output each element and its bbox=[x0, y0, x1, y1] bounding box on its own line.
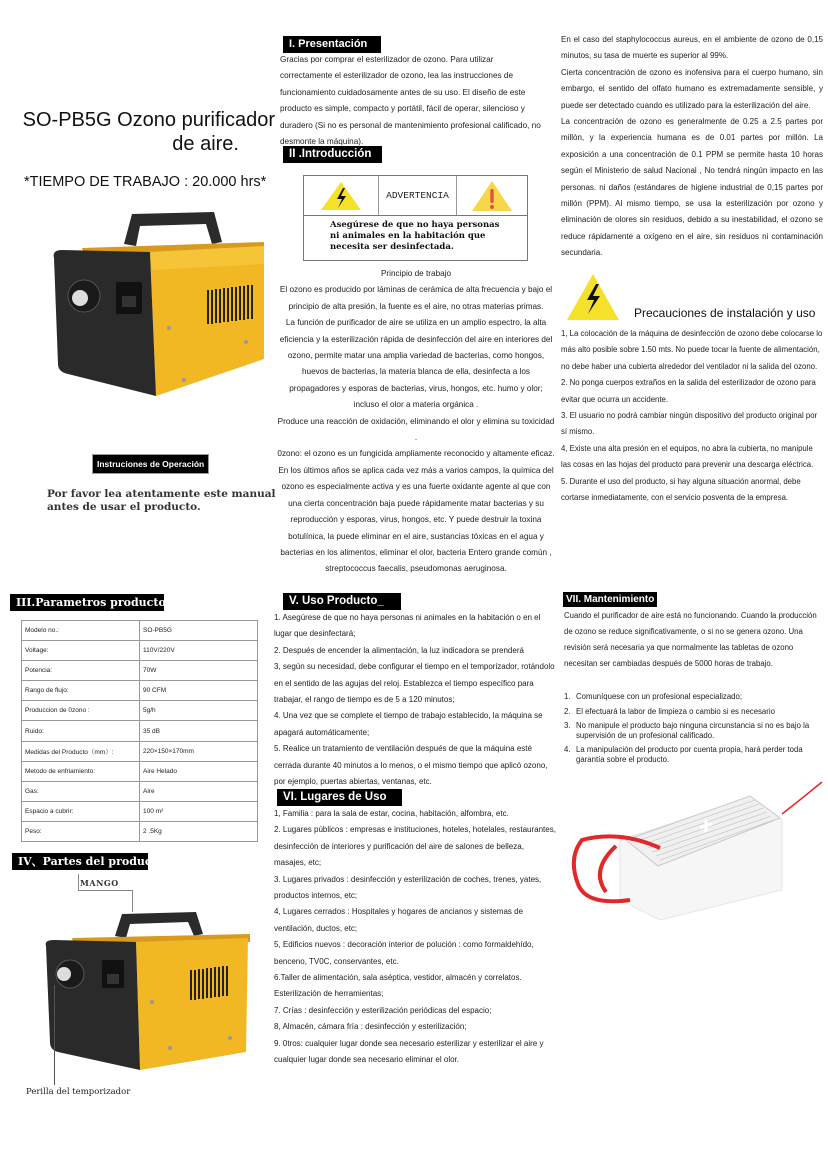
mantenimiento-list bbox=[564, 692, 826, 769]
presentacion-text: Gracias por comprar el esterilizador de ozono. Para utilizar correctamente el esterilizador de ozono, lea las instrucciones de funcionamiento cuidadosamente antes de su uso. El diseño de este producto es simple, compacto y portátil, fácil de operar, silencioso y duradero (Si no es personal de mantenimiento profesional calificado, no desmonte la máquina). bbox=[280, 55, 541, 147]
list-item: 5. Realice un tratamiento de ventilación después de que la máquina esté cerrada durante 40 minutos a lo menos, o el mismo tiempo que aplicó ozono, por ejemplo, puertas abiertas, ventanas, etc. bbox=[274, 744, 548, 787]
list-item: 5. Durante el uso del producto, si hay alguna situación anormal, debe cortarse inmediatamente, con el servicio posventa de la empresa. bbox=[561, 476, 801, 503]
intro-paragraph-3: Produce una reacción de oxidación, eliminando el olor y elimina su toxicidad . bbox=[277, 416, 555, 443]
uso-list bbox=[274, 610, 558, 790]
intro-paragraph-2: La función de purificador de aire se utiliza en un amplio espectro, la alta eficiencia y la esterilización rápida de desinfección del aire en interiores del ozono, permite matar una amplia variedad de bacterias, como hongos, huevos de bacterias, la materia blanca de ella, desinfecta a los propagadores y esporas de bacterias, virus, hongos, etc. humo y olor; incluso el olor a materia orgánica . bbox=[279, 318, 553, 410]
right-paragraph-3: La concentración de ozono es generalmente de 0.25 a 2.5 partes por millón, y la experiencia humana es de 0.01 partes por millón. La exposición a una concentración de 0.1 PPM se permite hasta 10 horas según el Ministerio de salud Nacional , No tendrá ningún impacto en las personas. ni daños (estándares de higiene industrial de 0,15 partes por millón (PPM). Al mismo tiempo, se usa la esterilización por ozono y eliminación de olores sin residuos, debido a su inestabilidad, el ozono se reduce rápidamente a oxígeno en el aire, sin residuos ni contaminación secundaria. bbox=[561, 117, 823, 258]
right-intro bbox=[561, 32, 823, 262]
list-item: 3, según su necesidad, debe configurar el tiempo en el temporizador, rotándolo en el sentido de las agujas del reloj. Establezca el tiempo específico para trabajar, el rango de tiempo es de 5 a 120 minutos; bbox=[274, 662, 555, 705]
title-line-2: de aire. bbox=[172, 133, 239, 155]
table-row: Ruido: 35 dB bbox=[22, 721, 258, 741]
principle-title: Principio de trabajo bbox=[380, 269, 452, 278]
list-item: 5, Edificios nuevos : decoración interior de polución : como formaldehído, benceno, TV0C, conservantes, etc. bbox=[274, 940, 534, 966]
table-row: Metodo de enfriamiento: Aire Helado bbox=[22, 761, 258, 781]
list-item: 9. 0tros: cualquier lugar donde sea necesario esterilizar y esterilizar el aire y cualquier lugar donde sea necesario eliminar el olor. bbox=[274, 1038, 544, 1065]
precauciones-list bbox=[561, 326, 823, 506]
list-item: 2. El efectuará la labor de limpieza o cambio si es necesario bbox=[564, 706, 775, 716]
section-header-parametros: III.Parametros producto bbox=[10, 594, 164, 611]
right-paragraph-2: Cierta concentración de ozono es inofensiva para el cuerpo humano, sin embargo, el sentido del olfato humano es extremadamente sensible, y puede ser detectado cuando es utilizado para la esterilización del aire. bbox=[561, 67, 823, 110]
list-item: 3. Lugares privados : desinfección y esterilización de coches, trenes, yates, productos internos, etc; bbox=[274, 874, 542, 901]
table-row: Gas: Aire bbox=[22, 781, 258, 801]
section-header-presentacion: I. Presentación bbox=[283, 36, 381, 53]
ozone-generator-image bbox=[24, 204, 264, 404]
mango-callout-line bbox=[78, 874, 79, 890]
list-item: 2. Después de encender la alimentación, la luz indicadora se prenderá bbox=[274, 645, 524, 655]
list-item: 3. El usuario no podrá cambiar ningún dispositivo del producto original por sí mismo. bbox=[561, 411, 818, 437]
high-voltage-icon bbox=[565, 272, 621, 322]
table-row: Espacio a cubrir: 100 m² bbox=[22, 801, 258, 821]
operation-note: Por favor lea atentamente este manual antes de usar el producto. bbox=[47, 488, 276, 513]
table-row: Medidas del Producto（mm）: 220×150×170mm bbox=[22, 741, 258, 761]
lugares-list bbox=[274, 806, 558, 1069]
ozone-ceramic-plate-image bbox=[560, 780, 828, 925]
product-title bbox=[20, 108, 275, 156]
title-line-1: SO-PB5G Ozono purificador bbox=[22, 109, 275, 131]
right-paragraph-1: En el caso del staphylococcus aureus, en el ambiente de ozono de 0,15 minutos, su tasa de muerte es superior al 99%. bbox=[561, 35, 823, 61]
mantenimiento-intro: Cuando el purificador de aire está no funcionando. Cuando la producción de ozono se reduce significativamente, o si no se genera ozono. Una revisión será necesaria ya que normalmente las tabletas de ozono necesitan ser cambiadas después de 5000 horas de trabajo. bbox=[564, 611, 817, 668]
intro-paragraph-4: 0zono: el ozono es un fungicida ampliamente reconocido y altamente eficaz. En los últimos años se aplica cada vez más a varios campos, la química del ozono es especialmente activa y es una fuerte oxidante agente al que con una cierta concentración baja puede rápidamente matar bacterias y su reproducción y esporas, virus, hongos, etc. Y puede destruir la toxina botulínica, la puede eliminar en el aire, sustancias tóxicas en el agua y bacterias en los alimentos, eliminar el olor, bacteria Entero grande común , streptococcus faecalis, pseudomonas aeruginosa. bbox=[277, 449, 555, 574]
list-item: 4, Lugares cerrados : Hospitales y hogares de ancianos y sistemas de ventilación, ductos, etc; bbox=[274, 907, 524, 933]
table-row: Produccion de 0zono : 5g/h bbox=[22, 701, 258, 721]
operation-instructions-label: Instruciones de Operación bbox=[92, 454, 209, 474]
mango-callout-line bbox=[132, 890, 133, 912]
intro-paragraph-1: El ozono es producido por láminas de cerámica de alta frecuencia y bajo el principio de alta presión, la fuente es el aire, no otras materias primas. bbox=[279, 285, 553, 311]
list-item: 1, Familia : para la sala de estar, cocina, habitación, alfombra, etc. bbox=[274, 809, 509, 818]
high-voltage-icon bbox=[319, 180, 363, 212]
table-row: Potencia: 70W bbox=[22, 661, 258, 681]
list-item: 3. No manipule el producto bajo ninguna circunstancia si no es bajo la supervisión de un profesional calificado. bbox=[564, 721, 810, 740]
list-item: 7. Crías : desinfección y esterilización periódicas del espacio; bbox=[274, 1005, 492, 1015]
working-time: *TIEMPO DE TRABAJO : 20.000 hrs* bbox=[24, 174, 267, 190]
intro-body bbox=[276, 266, 556, 578]
timer-knob-label: Perilla del temporizador bbox=[26, 1087, 131, 1097]
exclamation-icon bbox=[470, 179, 514, 213]
warning-label: ADVERTENCIA bbox=[386, 190, 449, 201]
list-item: 4. Una vez que se complete el tiempo de trabajo establecido, la máquina se apagará automáticamente; bbox=[274, 711, 543, 737]
list-item: 1. Comuníquese con un profesional especializado; bbox=[564, 692, 743, 701]
table-row: Peso: 2 .5Kg bbox=[22, 821, 258, 841]
list-item: 2. Lugares públicos : empresas e instituciones, hoteles, hotelales, restaurantes, desinfección de interiores y purificación del aire de salones de belleza, masajes, etc; bbox=[274, 825, 556, 868]
perilla-callout-line bbox=[54, 985, 55, 1085]
section-header-uso: V. Uso Producto_ bbox=[283, 593, 401, 610]
warning-box bbox=[303, 175, 528, 261]
section-header-introduccion: II .Introducción bbox=[283, 146, 382, 163]
mango-callout-line bbox=[78, 890, 132, 891]
table-row: Modelo no.: SO-PB5G bbox=[22, 621, 258, 641]
list-item: 2. No ponga cuerpos extraños en la salida del esterilizador de ozono para evitar que ocurra un accidente. bbox=[561, 378, 816, 404]
section-header-lugares: VI. Lugares de Uso bbox=[277, 789, 402, 806]
list-item: 6.Taller de alimentación, sala aséptica, vestidor, almacén y correlatos. Esterilización de herramientas; bbox=[274, 973, 522, 999]
section-header-mantenimiento: VII. Mantenimiento bbox=[563, 592, 657, 607]
mango-label: MANGO bbox=[80, 878, 119, 888]
list-item: 8, Almacén, cámara fría : desinfección y esterilización; bbox=[274, 1022, 467, 1032]
table-row: Voltage: 110V/220V bbox=[22, 641, 258, 661]
precauciones-title: Precauciones de instalación y uso bbox=[634, 306, 816, 320]
list-item: 1. Asegúrese de que no haya personas ni animales en la habitación o en el lugar que desinfectará; bbox=[274, 613, 541, 639]
parameters-table bbox=[21, 620, 258, 842]
warning-message: Asegúrese de que no haya personas ni animales en la habitación que necesita ser desinfectada. bbox=[330, 220, 500, 252]
list-item: 4, Existe una alta presión en el equipos, no abra la cubierta, no manipule las cosas en las hojas del producto para prevenir una descarga eléctrica. bbox=[561, 443, 814, 470]
list-item: 4. La manipulación del producto por cuenta propia, hará perder toda garantía sobre el producto. bbox=[564, 745, 803, 764]
list-item: 1, La colocación de la máquina de desinfección de ozono debe colocarse lo más alto posible sobre 1.50 mts. No puede tocar la fuente de alimentación, no debe haber una cubierta alrededor del ventilador ni la salida del ozono. bbox=[561, 329, 823, 371]
section-header-partes: IV、Partes del producto bbox=[12, 853, 148, 870]
table-row: Rango de flujo: 90 CFM bbox=[22, 681, 258, 701]
